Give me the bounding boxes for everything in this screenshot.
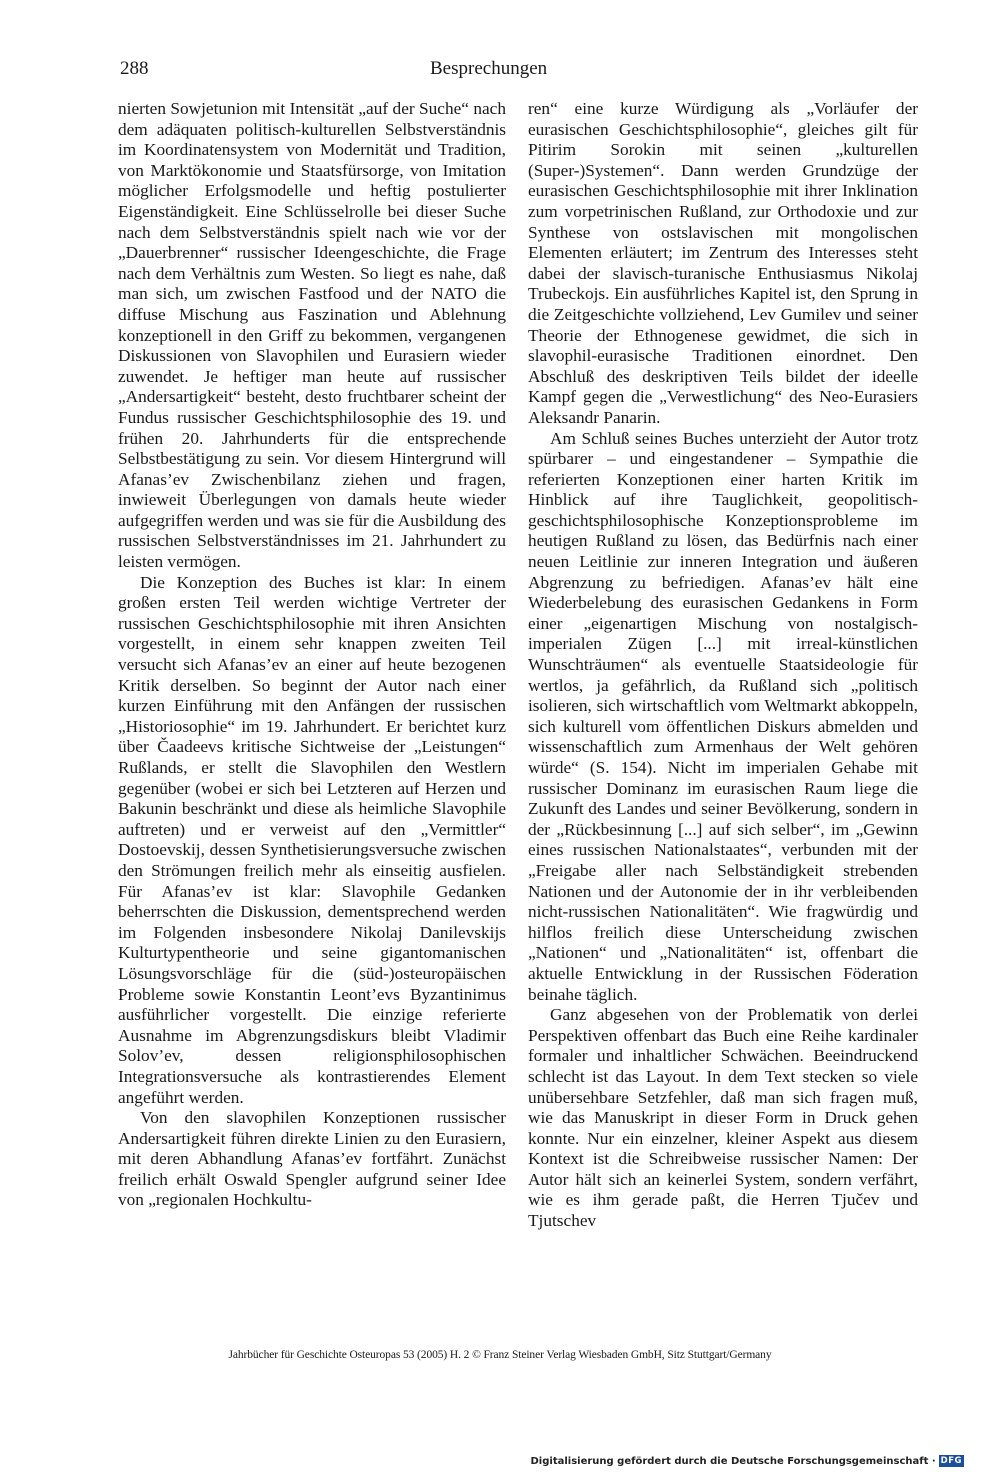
left-text-column (118, 99, 506, 1211)
paragraph: Ganz abgesehen von der Problematik von derlei Perspektiven offenbart das Buch eine Reihe kardinaler formaler und inhaltlicher Schwächen. Beeindruckend schlecht ist das Layout. In dem Text stecken so viele unübersehbare Setzfehler, daß man sich fragen muß, wie das Manuskript in dieser Form in Druck gehen konnte. Nur ein einzelner, kleiner Aspekt aus diesem Kontext ist die Schreibweise russischer Namen: Der Autor hält sich an keinerlei System, sondern verfährt, wie es ihm gerade paßt, die Herren Tjučev und Tjutschev (528, 1005, 918, 1231)
dfg-logo-icon: DFG (940, 1456, 962, 1466)
right-text-column (528, 99, 918, 1232)
paragraph: ren“ eine kurze Würdigung als „Vorläufer der eurasischen Geschichtsphilosophie“, gleiches gilt für Pitirim Sorokin mit seinen „kulturellen (Super-)Systemen“. Dann werden Grundzüge der eurasischen Geschichtsphilosophie mit ihrer Inklination zum vorpetrinischen Rußland, zur Orthodoxie und zur Synthese von ostslavischen mit mongolischen Elementen erläutert; im Zentrum des Interesses steht dabei der slavisch-turanische Enthusiasmus Nikolaj Trubeckojs. Ein ausführliches Kapitel ist, den Sprung in die Zeitgeschichte vollziehend, Lev Gumilev und seiner Theorie der Ethnogenese gewidmet, die sich in slavophil-eurasische Traditionen einordnet. Den Abschluß des deskriptiven Teils bildet der ideelle Kampf gegen die „Verwestlichung“ des Neo-Eurasiers Aleksandr Panarin. (528, 99, 918, 427)
page-number: 288 (120, 58, 149, 79)
digitization-note (531, 1455, 965, 1467)
paragraph: Die Konzeption des Buches ist klar: In einem großen ersten Teil werden wichtige Vertreter der russischen Geschichtsphilosophie mit ihren Ansichten vorgestellt, in einem sehr knappen zweiten Teil versucht sich Afanas’ev an einer auf heute bezogenen Kritik derselben. So beginnt der Autor nach einer kurzen Einführung mit den Anfängen der russischen „Historiosophie“ im 19. Jahrhundert. Er berichtet kurz über Čaadeevs kritische Sichtweise der „Leistungen“ Rußlands, er stellt die Slavophilen den Westlern gegenüber (wobei er sich bei Letzteren auf Herzen und Bakunin beschränkt und diese als heimliche Slavophile auftreten) und er verweist auf den „Vermittler“ Dostoevskij, dessen Synthetisierungsversuche zwischen den Strömungen freilich mehr als einseitig ausfielen. Für Afanas’ev ist klar: Slavophile Gedanken beherrschten die Diskussion, dementsprechend werden im Folgenden insbesondere Nikolaj Danilevskijs Kulturtypentheorie und seine gigantomanischen Lösungsvorschläge für die (süd-)osteuropäischen Probleme sowie Konstantin Leont’evs Byzantinimus ausführlicher vorgestellt. Die einzige referierte Ausnahme im Abgrenzungsdiskurs bleibt Vladimir Solov’ev, dessen religionsphilosophischen Integrationsversuche als kontrastierendes Element angeführt werden. (118, 572, 506, 1107)
journal-footer: Jahrbücher für Geschichte Osteuropas 53 (2005) H. 2 © Franz Steiner Verlag Wiesbaden GmbH, Sitz Stuttgart/Germany (228, 1349, 772, 1361)
paragraph: nierten Sowjetunion mit Intensität „auf der Suche“ nach dem adäquaten politisch-kulturellen Selbstverständnis im Koordinatensystem von Modernität und Tradition, von Marktökonomie und Staatsfürsorge, von Imitation möglicher Erfolgsmodelle und heftig postulierter Eigenständigkeit. Eine Schlüsselrolle bei dieser Suche nach dem Selbstverständnis spielt nach wie vor der „Dauerbrenner“ russischer Ideengeschichte, die Frage nach dem Verhältnis zum Westen. So liegt es nahe, daß man sich, um zwischen Fastfood und der NATO die diffuse Mischung aus Faszination und Ablehnung konzeptionell in den Griff zu bekommen, vergangenen Diskussionen von Slavophilen und Eurasiern wieder zuwendet. Je heftiger man heute auf russischer „Andersartigkeit“ besteht, desto fruchtbarer scheint der Fundus russischer Geschichtsphilosophie des 19. und frühen 20. Jahrhunderts für die entsprechende Selbstbestätigung zu sein. Vor diesem Hintergrund will Afanas’ev Zwischenbilanz ziehen und fragen, inwieweit Überlegungen von damals heute wieder aufgegriffen werden und was sie für die Ausbildung des russischen Selbstverständnisses im 21. Jahrhundert zu leisten vermögen. (118, 99, 506, 572)
paragraph: Am Schluß seines Buches unterzieht der Autor trotz spürbarer – und eingestandener – Sympathie die referierten Konzeptionen einer harten Kritik im Hinblick auf ihre Tauglichkeit, geopolitisch-geschichtsphilosophische Konzeptionsprobleme im heutigen Rußland zu lösen, das Bedürfnis nach einer neuen Leitlinie zur inneren Integration und äußeren Abgrenzung zu befriedigen. Afanas’ev hält eine Wiederbelebung des eurasischen Gedankens in Form einer „eigenartigen Mischung von nostalgisch-imperialen Zügen [...] mit irreal-künstlichen Wunschträumen“ als eventuelle Staatsideologie für wertlos, ja gefährlich, da Rußland sich „politisch isolieren, sich wirtschaftlich vom Weltmarkt abkoppeln, sich kulturell vom öffentlichen Diskurs abmelden und wissenschaftlich zum Armenhaus der Welt gehören würde“ (S. 154). Nicht im imperialen Gehabe mit russischer Dominanz im eurasischen Raum liege die Zukunft des Landes und seiner Bevölkerung, sondern in der „Rückbesinnung [...] auf sich selber“, im „Gewinn eines russischen Nationalstaates“, verbunden mit der „Freigabe aller nach Selbständigkeit strebenden Nationen und der Autonomie der in ihr verbleibenden nicht-russischen Nationalitäten“. Wie fragwürdig und hilflos freilich diese Unterscheidung zwischen „Nationen“ und „Nationalitäten“ ist, offenbart die aktuelle Entwicklung in der Russischen Föderation beinahe täglich. (528, 428, 918, 1004)
running-head: Besprechungen (430, 58, 548, 79)
paragraph: Von den slavophilen Konzeptionen russischer Andersartigkeit führen direkte Linien zu den Eurasiern, mit deren Abhandlung Afanas’ev fortfährt. Zunächst freilich erhält Oswald Spengler aufgrund seiner Idee von „regionalen Hochkultu- (118, 1108, 506, 1210)
digitization-text: Digitalisierung gefördert durch die Deutsche Forschungsgemeinschaft · (530, 1455, 936, 1467)
